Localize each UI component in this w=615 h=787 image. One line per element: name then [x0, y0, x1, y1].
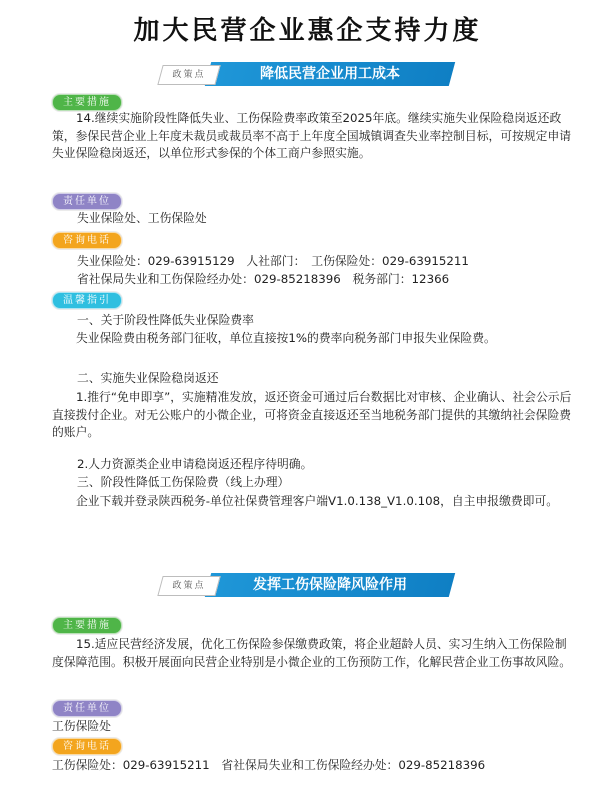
guide-heading-3: 三、阶段性降低工伤保险费（线上办理）: [77, 475, 290, 489]
section2-banner: [160, 573, 452, 597]
main-measures-badge: 主要措施: [52, 94, 122, 111]
section1-phone-line1: 失业保险处：029-63915129 人社部门： 工伤保险处：029-63915211: [77, 254, 469, 268]
section1-banner: [160, 62, 452, 86]
guide-text-4: 企业下载并登录陕西税务-单位社保费管理客户端V1.0.138_V1.0.108，自主申报缴费即可。: [76, 494, 559, 508]
guide-heading-2: 二、实施失业保险稳岗返还: [77, 371, 219, 385]
section2-main-measures-text: 15.适应民营经济发展，优化工伤保险参保缴费政策，将企业超龄人员、实习生纳入工伤保险制度保障范围。积极开展面向民营企业特别是小微企业的工伤预防工作，化解民营企业工伤事故风险。: [52, 637, 572, 669]
guide-badge: 温馨指引: [52, 292, 122, 309]
guide-text-1: 失业保险费由税务部门征收，单位直接按1%的费率向税务部门申报失业保险费。: [76, 331, 496, 345]
guide-text-3: 2.人力资源类企业申请稳岗返还程序待明确。: [77, 457, 313, 471]
section2-heading-bar: [205, 573, 455, 597]
section1-responsible-unit: 失业保险处、工伤保险处: [77, 211, 207, 225]
section2-responsible-unit: 工伤保险处: [52, 719, 111, 733]
section1-phone-line2: 省社保局失业和工伤保险经办处：029-85218396 税务部门：12366: [77, 272, 450, 286]
section1-heading: 降低民营企业用工成本: [260, 66, 400, 82]
main-measures-badge: 主要措施: [52, 617, 122, 634]
section2-phone-line: 工伤保险处：029-63915211 省社保局失业和工伤保险经办处：029-85218396: [52, 758, 486, 772]
page-title: 加大民营企业惠企支持力度: [133, 16, 482, 46]
section1-policy-tag-label: 政策点: [172, 70, 206, 80]
section1-main-measures-text: 14.继续实施阶段性降低失业、工伤保险费率政策至2025年底。继续实施失业保险稳岗返还政策，参保民营企业上年度未裁员或裁员率不高于上年度全国城镇调查失业率控制目标，可按规定申请失业保险稳岗返还，以单位形式参保的个体工商户参照实施。: [52, 111, 572, 160]
section2-heading: 发挥工伤保险降风险作用: [253, 577, 407, 593]
section1-heading-bar: [205, 62, 455, 86]
contact-phone-badge: 咨询电话: [52, 232, 122, 249]
responsible-unit-badge: 责任单位: [52, 700, 122, 717]
section1-policy-tag: [157, 65, 220, 85]
section2-policy-tag-label: 政策点: [172, 581, 206, 591]
contact-phone-badge: 咨询电话: [52, 738, 122, 755]
guide-text-2: 1.推行“免申即享”，实施精准发放，返还资金可通过后台数据比对审核、企业确认、社会公示后直接拨付企业。对无公账户的小微企业，可将资金直接返还至当地税务部门提供的其缴纳社会保险费的账户。: [52, 390, 572, 439]
section2-policy-tag: [157, 576, 220, 596]
responsible-unit-badge: 责任单位: [52, 193, 122, 210]
guide-heading-1: 一、关于阶段性降低失业保险费率: [77, 313, 254, 327]
